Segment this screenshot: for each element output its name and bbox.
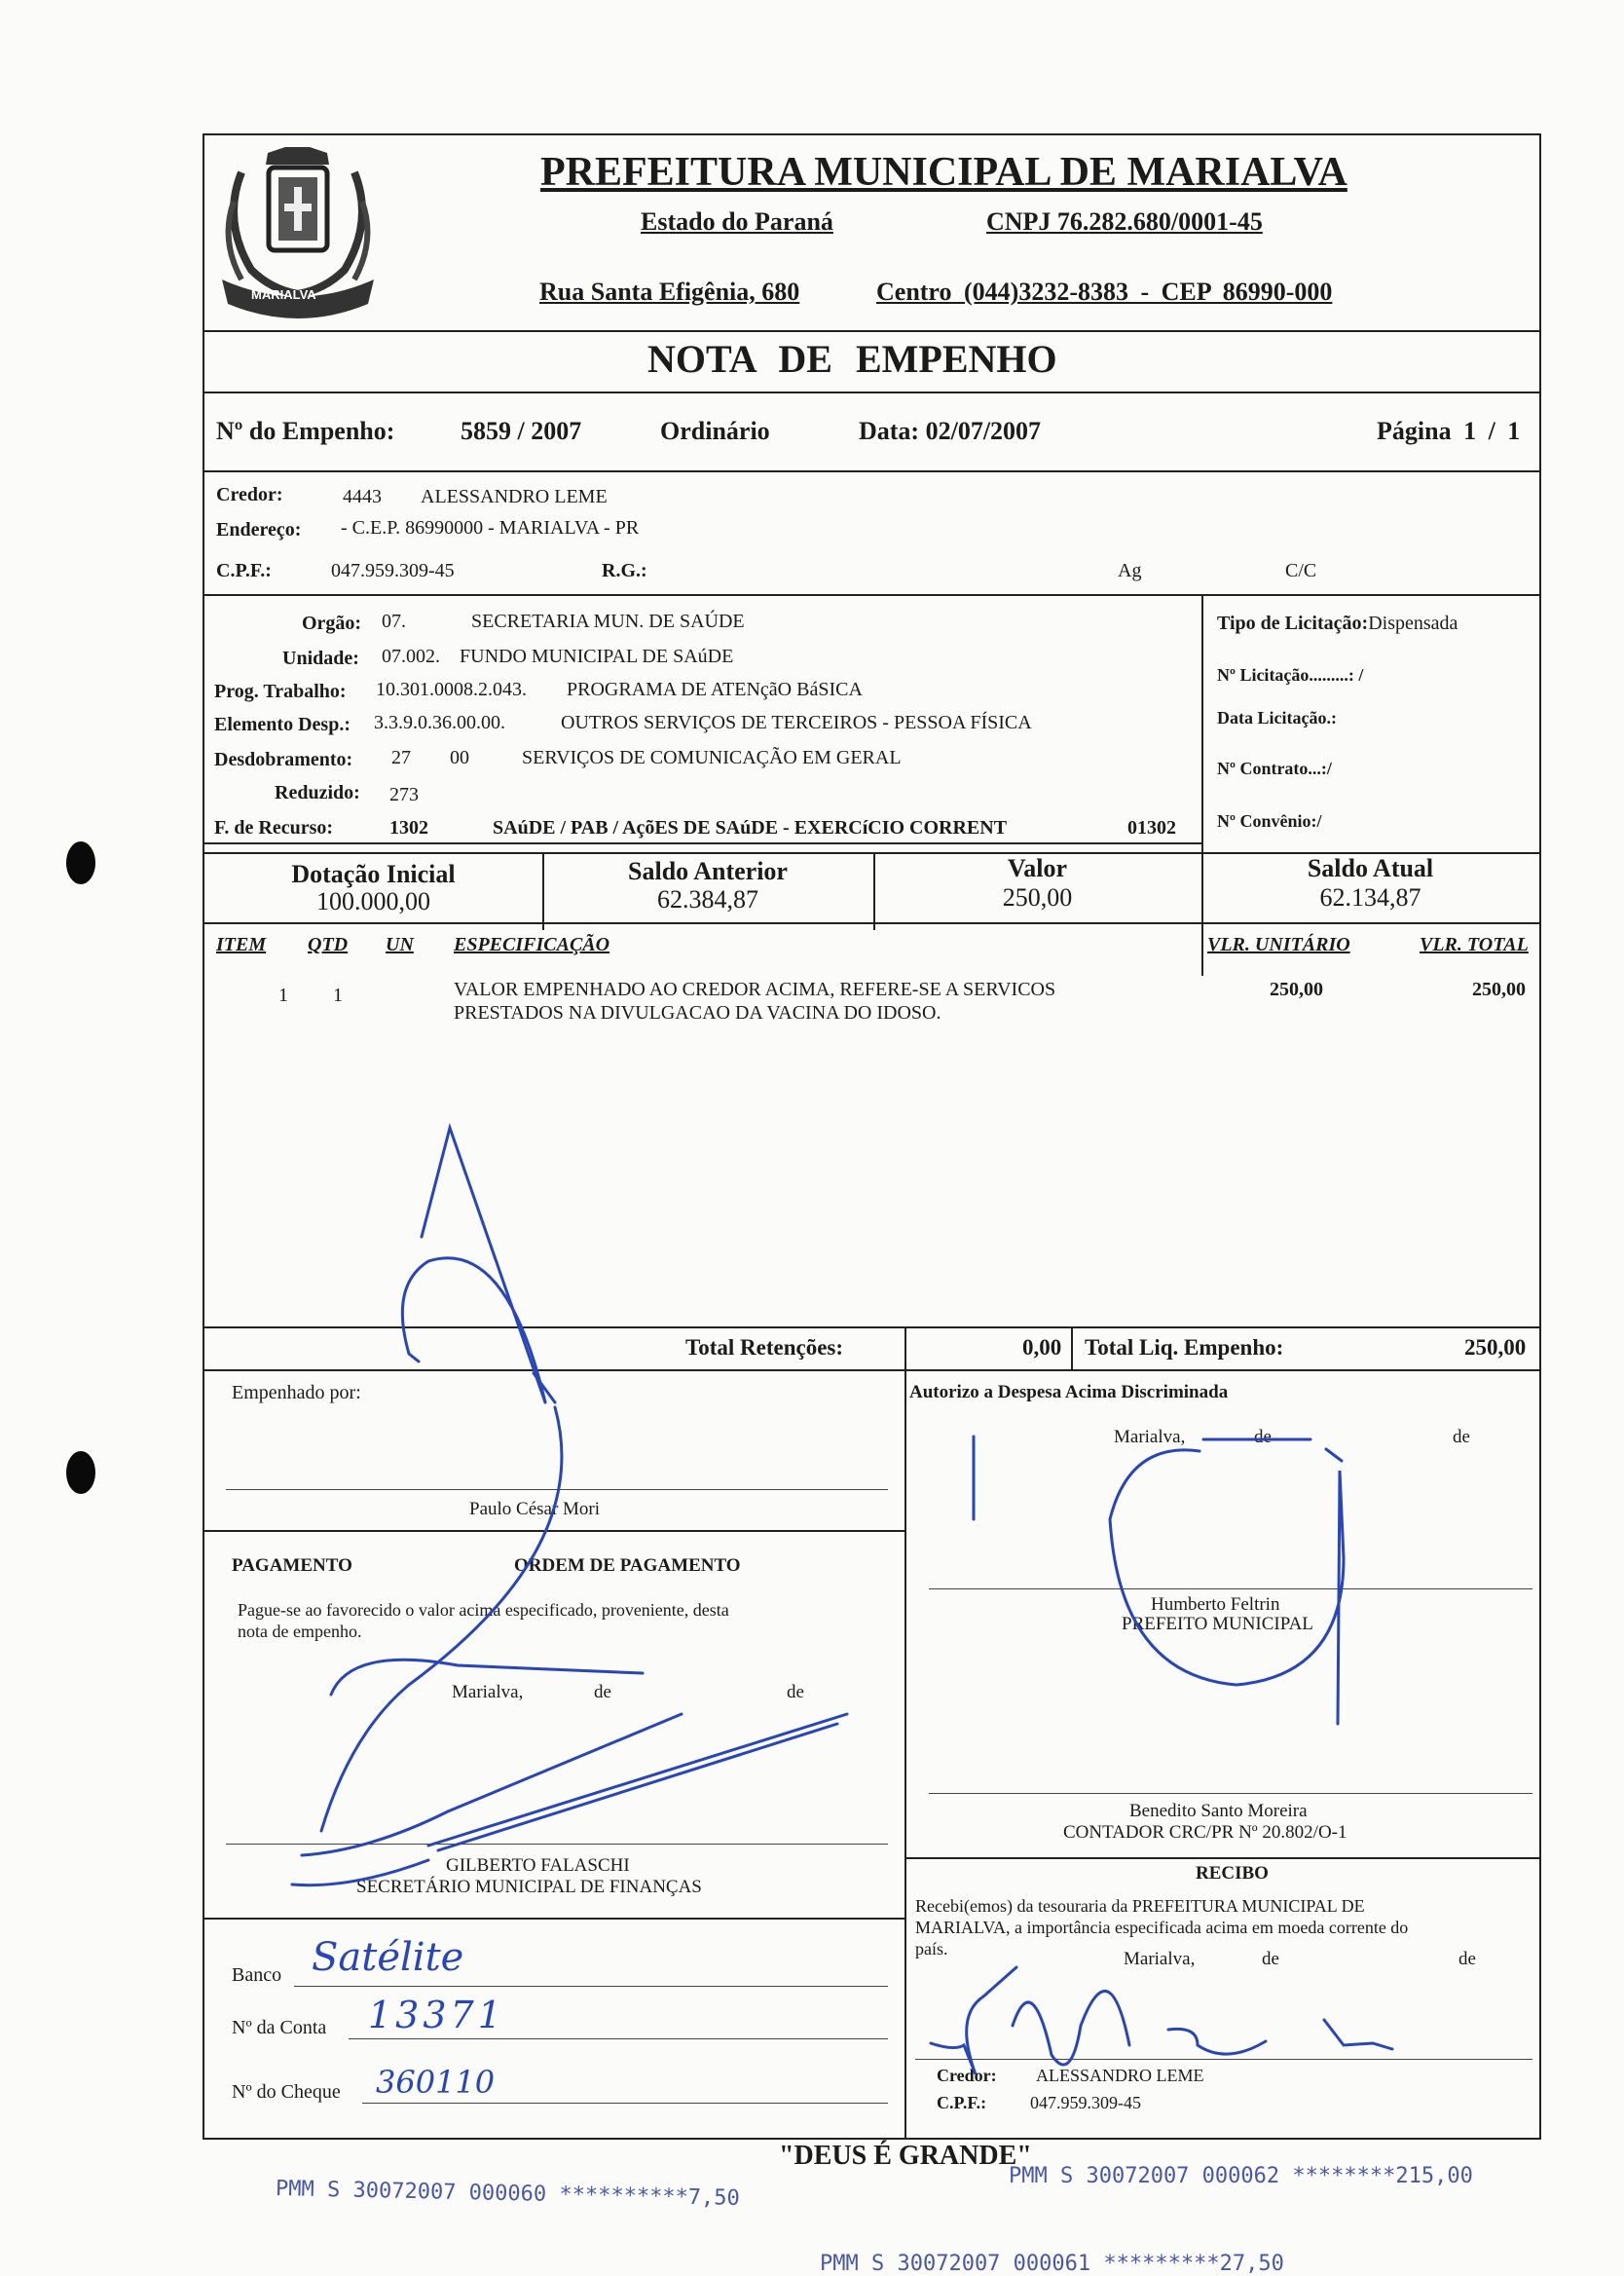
licitacao-tipo: Tipo de Licitação:Dispensada xyxy=(1217,613,1458,634)
saldo-atual-value: 62.134,87 xyxy=(1319,883,1421,912)
recibo-de1: de xyxy=(1262,1949,1279,1969)
empenho-number: 5859 / 2007 xyxy=(461,417,582,445)
col-especificacao: ESPECIFICAÇÃO xyxy=(454,934,610,955)
autorizo-de2: de xyxy=(1453,1427,1470,1447)
row-unit: 250,00 xyxy=(1270,979,1323,1000)
credor-code: 4443 xyxy=(343,486,382,507)
credor-name: ALESSANDRO LEME xyxy=(421,486,608,507)
recurso-name: SAúDE / PAB / AçõES DE SAúDE - EXERCíCIO CORRENT xyxy=(493,817,1008,839)
recibo-text-3: país. xyxy=(915,1939,948,1959)
pagamento-text-2: nota de empenho. xyxy=(238,1622,362,1641)
pagamento-de1: de xyxy=(594,1682,611,1702)
endereco-value: - C.E.P. 86990000 - MARIALVA - PR xyxy=(341,517,640,539)
reduzido-label: Reduzido: xyxy=(275,782,360,803)
rg-label: R.G.: xyxy=(602,560,647,581)
col-qtd: QTD xyxy=(308,934,349,955)
cheque-value: 360110 xyxy=(376,2064,496,2101)
liquido-value: 250,00 xyxy=(1464,1335,1527,1360)
contador-signer: Benedito Santo Moreira xyxy=(1129,1801,1308,1821)
row-total: 250,00 xyxy=(1472,979,1526,1000)
convenio: Nº Convênio:/ xyxy=(1217,811,1322,831)
empenhado-signer: Paulo César Mori xyxy=(469,1499,601,1519)
col-vlr-unitario: VLR. UNITÁRIO xyxy=(1207,934,1350,955)
recibo-credor: ALESSANDRO LEME xyxy=(1036,2066,1204,2085)
unidade-code: 07.002. xyxy=(382,646,440,667)
desdob-label: Desdobramento: xyxy=(214,749,353,770)
pagamento-place: Marialva, xyxy=(452,1682,524,1702)
pagamento-role: SECRETÁRIO MUNICIPAL DE FINANÇAS xyxy=(356,1877,702,1897)
pagamento-text-1: Pague-se ao favorecido o valor acima especificado, proveniente, desta xyxy=(238,1600,729,1620)
recibo-place: Marialva, xyxy=(1124,1949,1196,1969)
row-spec-1: VALOR EMPENHADO AO CREDOR ACIMA, REFERE-SE A SERVICOS xyxy=(454,979,1056,1000)
autorizo-role: PREFEITO MUNICIPAL xyxy=(1122,1614,1313,1634)
contador-role: CONTADOR CRC/PR Nº 20.802/O-1 xyxy=(1063,1822,1347,1843)
desdob-b: 00 xyxy=(450,747,469,768)
saldo-atual-label: Saldo Atual xyxy=(1307,854,1434,882)
empenho-label: Nº do Empenho: xyxy=(216,417,395,445)
empenho-page: Página 1 / 1 xyxy=(1377,417,1521,445)
col-vlr-total: VLR. TOTAL xyxy=(1420,934,1529,955)
unidade-name: FUNDO MUNICIPAL DE SAúDE xyxy=(460,646,734,667)
header-title: PREFEITURA MUNICIPAL DE MARIALVA xyxy=(540,150,1347,195)
row-spec-2: PRESTADOS NA DIVULGACAO DA VACINA DO IDOSO. xyxy=(454,1002,941,1024)
orgao-label: Orgão: xyxy=(302,613,362,634)
autorizo-place: Marialva, xyxy=(1114,1427,1186,1447)
empenho-date: Data: 02/07/2007 xyxy=(859,417,1042,445)
liquido-label: Total Liq. Empenho: xyxy=(1085,1335,1284,1360)
retencoes-value: 0,00 xyxy=(1022,1335,1062,1360)
empenho-type: Ordinário xyxy=(660,417,770,445)
conta-value: 13371 xyxy=(368,1994,505,2036)
crest-banner-text: MARIALVA xyxy=(251,287,316,302)
endereco-label: Endereço: xyxy=(216,519,302,541)
header-state: Estado do Paraná xyxy=(641,207,833,236)
col-item: ITEM xyxy=(216,934,267,955)
nota-de-empenho-form xyxy=(203,133,1541,2140)
cpf-label: C.P.F.: xyxy=(216,560,272,581)
cc-label: C/C xyxy=(1285,560,1317,581)
banco-label: Banco xyxy=(232,1964,282,1986)
ag-label: Ag xyxy=(1118,560,1142,581)
recurso-code2: 01302 xyxy=(1127,817,1176,839)
valor-value: 250,00 xyxy=(1002,883,1073,912)
payment-stamp-2: PMM S 30072007 000061 *********27,50 xyxy=(820,2252,1284,2276)
footer-motto: "DEUS É GRANDE" xyxy=(779,2141,1032,2171)
recibo-text-1: Recebi(emos) da tesouraria da PREFEITURA MUNICIPAL DE xyxy=(915,1896,1365,1916)
desdob-a: 27 xyxy=(391,747,411,768)
cpf-value: 047.959.309-45 xyxy=(331,560,455,581)
header-cnpj: CNPJ 76.282.680/0001-45 xyxy=(986,207,1263,236)
retencoes-label: Total Retenções: xyxy=(685,1335,844,1360)
recurso-code: 1302 xyxy=(389,817,428,839)
cheque-label: Nº do Cheque xyxy=(232,2081,341,2103)
autorizo-de1: de xyxy=(1254,1427,1272,1447)
dotacao-value: 100.000,00 xyxy=(316,887,430,915)
elemento-name: OUTROS SERVIÇOS DE TERCEIROS - PESSOA FÍSICA xyxy=(561,712,1032,733)
pagamento-signer: GILBERTO FALASCHI xyxy=(446,1855,630,1876)
recibo-text-2: MARIALVA, a importância especificada acima em moeda corrente do xyxy=(915,1918,1409,1937)
banco-value: Satélite xyxy=(312,1935,464,1980)
autorizo-label: Autorizo a Despesa Acima Discriminada xyxy=(909,1382,1229,1402)
doc-title: NOTA DE EMPENHO xyxy=(647,337,1057,381)
empenhado-label: Empenhado por: xyxy=(232,1382,361,1403)
punch-hole-bottom xyxy=(66,1451,95,1494)
elemento-label: Elemento Desp.: xyxy=(214,714,351,735)
elemento-code: 3.3.9.0.36.00.00. xyxy=(374,712,505,733)
autorizo-signer: Humberto Feltrin xyxy=(1151,1594,1280,1615)
recibo-cpf: 047.959.309-45 xyxy=(1030,2093,1141,2112)
prog-code: 10.301.0008.2.043. xyxy=(376,679,527,700)
ordem-pagamento-label: ORDEM DE PAGAMENTO xyxy=(514,1555,741,1576)
reduzido-value: 273 xyxy=(389,784,419,805)
pagamento-de2: de xyxy=(787,1682,804,1702)
prog-label: Prog. Trabalho: xyxy=(214,681,347,702)
recibo-label: RECIBO xyxy=(1196,1863,1269,1884)
conta-label: Nº da Conta xyxy=(232,2017,327,2038)
contrato: Nº Contrato...:/ xyxy=(1217,759,1332,778)
orgao-code: 07. xyxy=(382,611,406,632)
row-qtd: 1 xyxy=(333,985,343,1006)
marialva-crest-icon xyxy=(212,143,383,323)
saldo-anterior-value: 62.384,87 xyxy=(657,885,758,914)
saldo-anterior-label: Saldo Anterior xyxy=(628,857,788,885)
row-item: 1 xyxy=(278,985,288,1006)
orgao-name: SECRETARIA MUN. DE SAÚDE xyxy=(471,611,745,632)
unidade-label: Unidade: xyxy=(282,648,359,669)
desdob-name: SERVIÇOS DE COMUNICAÇÃO EM GERAL xyxy=(522,747,902,768)
credor-label: Credor: xyxy=(216,484,283,505)
recibo-credor-label: Credor: xyxy=(937,2066,997,2085)
dotacao-label: Dotação Inicial xyxy=(291,860,456,888)
licitacao-data: Data Licitação.: xyxy=(1217,708,1337,728)
pagamento-label: PAGAMENTO xyxy=(232,1555,352,1576)
licitacao-num: Nº Licitação.........: / xyxy=(1217,665,1364,685)
payment-stamp-1: PMM S 30072007 000060 **********7,50 xyxy=(275,2177,741,2211)
prog-name: PROGRAMA DE ATENçãO BáSICA xyxy=(567,679,863,700)
valor-label: Valor xyxy=(1007,854,1068,882)
punch-hole-top xyxy=(66,841,95,884)
recibo-de2: de xyxy=(1458,1949,1476,1969)
recibo-cpf-label: C.P.F.: xyxy=(937,2093,987,2112)
payment-stamp-3: PMM S 30072007 000062 ********215,00 xyxy=(1009,2164,1473,2188)
header-street: Rua Santa Efigênia, 680 xyxy=(539,278,800,306)
recurso-label: F. de Recurso: xyxy=(214,817,334,839)
col-un: UN xyxy=(386,934,414,955)
header-address: Centro (044)3232-8383 - CEP 86990-000 xyxy=(876,278,1333,306)
